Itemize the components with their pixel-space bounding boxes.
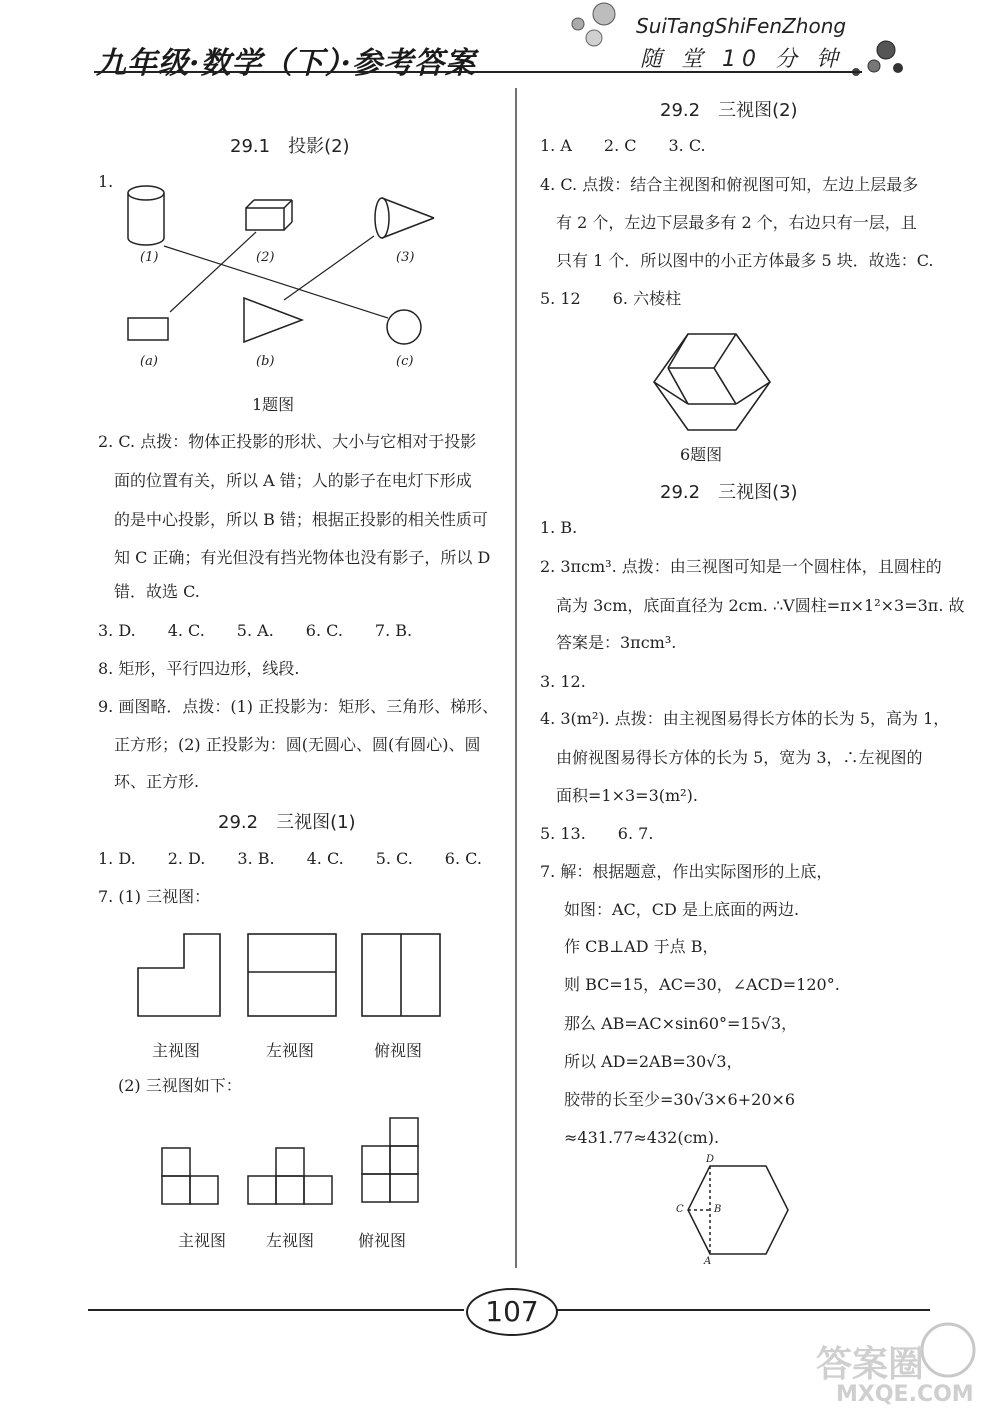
- three-views-2-diagram: [162, 1118, 418, 1204]
- figure-6-caption: 6题图: [680, 445, 723, 464]
- hexagonal-prism-diagram: [654, 334, 770, 430]
- hex-label-b: B: [714, 1204, 722, 1215]
- views1-top-caption: 俯视图: [374, 1041, 423, 1060]
- s4-q1-answer: 1. B.: [540, 518, 578, 537]
- views1-main-caption: 主视图: [152, 1041, 201, 1060]
- s2-q7-part1: 7. (1) 三视图：: [98, 887, 211, 906]
- s4-q5-to-6-answers: 5. 13. 6. 7.: [540, 824, 654, 843]
- s4-q4-line-1: 4. 3(m²). 点拨：由主视图易得长方体的长为 5，高为 1，: [540, 709, 950, 728]
- circle-projection: [387, 310, 421, 344]
- proj-label-a: (a): [140, 354, 158, 369]
- s4-q7-line-4: 则 BC=15，AC=30，∠ACD=120°.: [564, 975, 840, 994]
- cone-shape: [375, 198, 434, 238]
- q2-line-4: 知 C 正确；有光但没有挡光物体也没有影子，所以 D: [114, 548, 491, 567]
- hex-label-a: A: [704, 1256, 712, 1267]
- s4-q2-line-1: 2. 3πcm³. 点拨：由三视图可知是一个圆柱体，且圆柱的: [540, 557, 942, 576]
- views1-left-caption: 左视图: [266, 1041, 315, 1060]
- s3-q5-to-6-answers: 5. 12 6. 六棱柱: [540, 289, 682, 308]
- shape-label-2: (2): [256, 250, 275, 265]
- s4-q7-line-8: ≈431.77≈432(cm).: [564, 1128, 720, 1147]
- shape-label-3: (3): [396, 250, 415, 265]
- s4-q7-line-6: 所以 AD=2AB=30√3，: [564, 1052, 743, 1071]
- s2-q1-to-6-answers: 1. D. 2. D. 3. B. 4. C. 5. C. 6. C.: [98, 849, 482, 868]
- three-views-1-diagram: [138, 934, 440, 1016]
- s4-q4-line-2: 由俯视图易得长方体的长为 5，宽为 3，∴左视图的: [556, 748, 923, 767]
- q2-line-5: 错．故选 C.: [114, 582, 200, 601]
- cuboid-shape: [246, 200, 292, 230]
- q9-line-1: 9. 画图略．点拨：(1) 正投影为：矩形、三角形、梯形、: [98, 697, 499, 716]
- q2-line-3: 的是中心投影，所以 B 错；根据正投影的相关性质可: [114, 510, 488, 529]
- proj-label-c: (c): [396, 354, 414, 369]
- hexagon-diagram: [688, 1166, 788, 1254]
- s3-q4-line-2: 有 2 个，左边下层最多有 2 个，右边只有一层，且: [556, 213, 917, 232]
- q2-line-1: 2. C. 点拨：物体正投影的形状、大小与它相对于投影: [98, 432, 477, 451]
- section-title-three-views-3: 29.2 三视图(3): [660, 482, 798, 503]
- s4-q7-line-2: 如图：AC，CD 是上底面的两边.: [564, 900, 800, 919]
- s4-q2-line-2: 高为 3cm，底面直径为 2cm. ∴V圆柱=π×1²×3=3π. 故: [556, 596, 965, 615]
- shape-label-1: (1): [140, 250, 159, 265]
- page-number: 107: [466, 1288, 558, 1336]
- s4-q7-line-1: 7. 解：根据题意，作出实际图形的上底，: [540, 862, 833, 881]
- header-brand: SuiTangShiFenZhong: [636, 14, 847, 38]
- hex-label-d: D: [706, 1154, 715, 1165]
- q3-to-7-answers: 3. D. 4. C. 5. A. 6. C. 7. B.: [98, 621, 413, 640]
- header-title: 九年级·数学（下）·参考答案: [96, 46, 476, 81]
- s3-q4-line-3: 只有 1 个．所以图中的小正方体最多 5 块．故选：C.: [556, 251, 934, 270]
- s4-q3-answer: 3. 12.: [540, 672, 586, 691]
- q9-line-2: 正方形；(2) 正投影为：圆(无圆心、圆(有圆心)、圆: [114, 735, 481, 754]
- header-subtitle: 随 堂 10 分 钟: [640, 47, 844, 72]
- q1-label: 1.: [98, 172, 114, 191]
- proj-label-b: (b): [256, 354, 275, 369]
- section-title-three-views-2: 29.2 三视图(2): [660, 100, 798, 121]
- s4-q7-line-7: 胶带的长至少=30√3×6+20×6: [564, 1090, 796, 1109]
- s4-q4-line-3: 面积=1×3=3(m²).: [556, 786, 698, 805]
- hex-label-c: C: [676, 1204, 684, 1215]
- section-title-three-views-1: 29.2 三视图(1): [218, 812, 356, 833]
- views2-top-caption: 俯视图: [358, 1231, 407, 1250]
- figure-1-caption: 1题图: [252, 395, 295, 414]
- q9-line-3: 环、正方形.: [114, 772, 200, 791]
- s2-q7-part2: (2) 三视图如下：: [118, 1076, 242, 1095]
- section-title-projection-2: 29.1 投影(2): [230, 136, 350, 157]
- q2-line-2: 面的位置有关，所以 A 错；人的影子在电灯下形成: [114, 471, 472, 490]
- left-view-shape: [248, 934, 336, 1016]
- s4-q7-line-3: 作 CB⊥AD 于点 B，: [564, 937, 719, 956]
- s4-q2-line-3: 答案是：3πcm³.: [556, 633, 677, 652]
- watermark-url: MXQE.COM: [836, 1382, 974, 1407]
- s4-q7-line-5: 那么 AB=AC×sin60°=15√3，: [564, 1014, 798, 1033]
- watermark-icon: [922, 1324, 974, 1376]
- s3-q1-to-3-answers: 1. A 2. C 3. C.: [540, 136, 706, 155]
- header-decoration-icon: [572, 3, 903, 76]
- main-view-l-shape: [138, 934, 220, 1016]
- q8-answer: 8. 矩形，平行四边形，线段.: [98, 659, 300, 678]
- views2-left-caption: 左视图: [266, 1231, 315, 1250]
- s3-q4-line-1: 4. C. 点拨：结合主视图和俯视图可知，左边上层最多: [540, 175, 919, 194]
- figure-1-diagram: [128, 186, 434, 344]
- views2-main-caption: 主视图: [178, 1231, 227, 1250]
- watermark-text: 答案圈: [816, 1344, 925, 1385]
- cylinder-shape: [128, 186, 164, 245]
- triangle-projection: [244, 298, 302, 342]
- rectangle-projection: [128, 318, 168, 340]
